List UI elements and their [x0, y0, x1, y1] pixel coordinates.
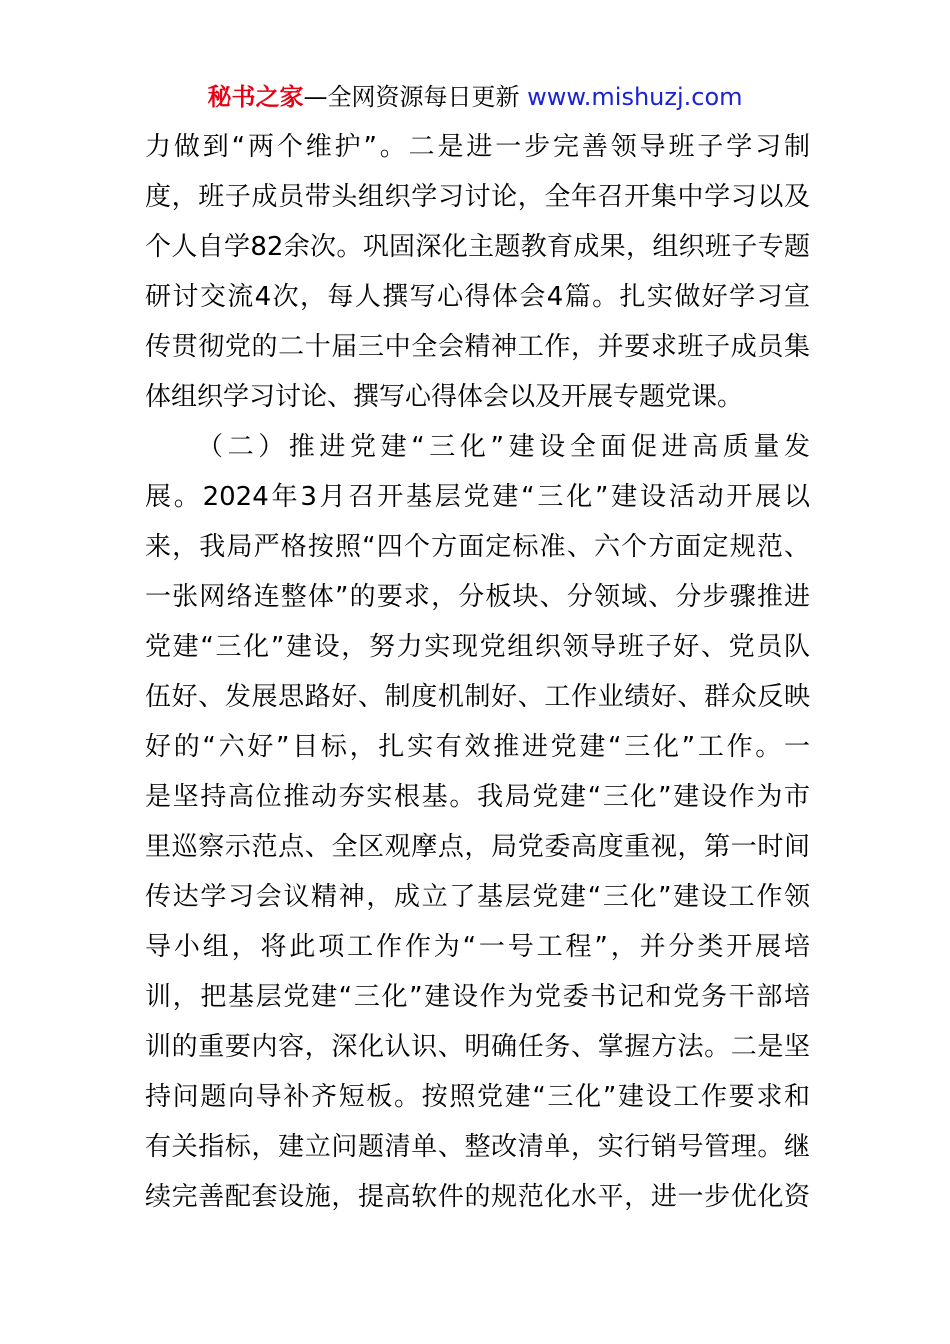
text-line: 有关指标，建立问题清单、整改清单，实行销号管理。继: [145, 1132, 810, 1162]
text-line: 伍好、发展思路好、制度机制好、工作业绩好、群众反映: [145, 682, 810, 712]
text-line: 好的“六好”目标，扎实有效推进党建“三化”工作。一: [145, 732, 810, 762]
text-line: 一张网络连整体”的要求，分板块、分领域、分步骤推进: [145, 582, 810, 612]
text-line: 研讨交流4次，每人撰写心得体会4篇。扎实做好学习宣: [145, 282, 810, 312]
text-line: 里巡察示范点、全区观摩点，局党委高度重视，第一时间: [145, 832, 810, 862]
text-line: 力做到“两个维护”。二是进一步完善领导班子学习制: [145, 132, 810, 162]
text-line: 体组织学习讨论、撰写心得体会以及开展专题党课。: [145, 382, 744, 412]
section-heading-line: （二）推进党建“三化”建设全面促进高质量发: [197, 432, 810, 462]
text-line: 党建“三化”建设，努力实现党组织领导班子好、党员队: [145, 632, 810, 662]
site-url-link[interactable]: www.mishuzj.com: [527, 83, 743, 111]
text-line: 来，我局严格按照“四个方面定标准、六个方面定规范、: [145, 532, 810, 562]
text-line: 传贯彻党的二十届三中全会精神工作，并要求班子成员集: [145, 332, 810, 362]
text-line: 训，把基层党建“三化”建设作为党委书记和党务干部培: [145, 982, 810, 1012]
text-line: 导小组，将此项工作作为“一号工程”，并分类开展培: [145, 932, 810, 962]
site-slogan: —全网资源每日更新: [303, 83, 528, 111]
text-line: 传达学习会议精神，成立了基层党建“三化”建设工作领: [145, 882, 810, 912]
text-line: 续完善配套设施，提高软件的规范化水平，进一步优化资: [145, 1182, 810, 1212]
text-line: 训的重要内容，深化认识、明确任务、掌握方法。二是坚: [145, 1032, 810, 1062]
text-line: 个人自学82余次。巩固深化主题教育成果，组织班子专题: [145, 232, 810, 262]
text-line: 度，班子成员带头组织学习讨论，全年召开集中学习以及: [145, 182, 810, 212]
text-line: 展。2024年3月召开基层党建“三化”建设活动开展以: [145, 482, 810, 512]
text-line: 是坚持高位推动夯实根基。我局党建“三化”建设作为市: [145, 782, 810, 812]
site-watermark-header: [0, 80, 950, 114]
site-brand-name: 秘书之家: [207, 83, 304, 111]
text-line: 持问题向导补齐短板。按照党建“三化”建设工作要求和: [145, 1082, 810, 1112]
